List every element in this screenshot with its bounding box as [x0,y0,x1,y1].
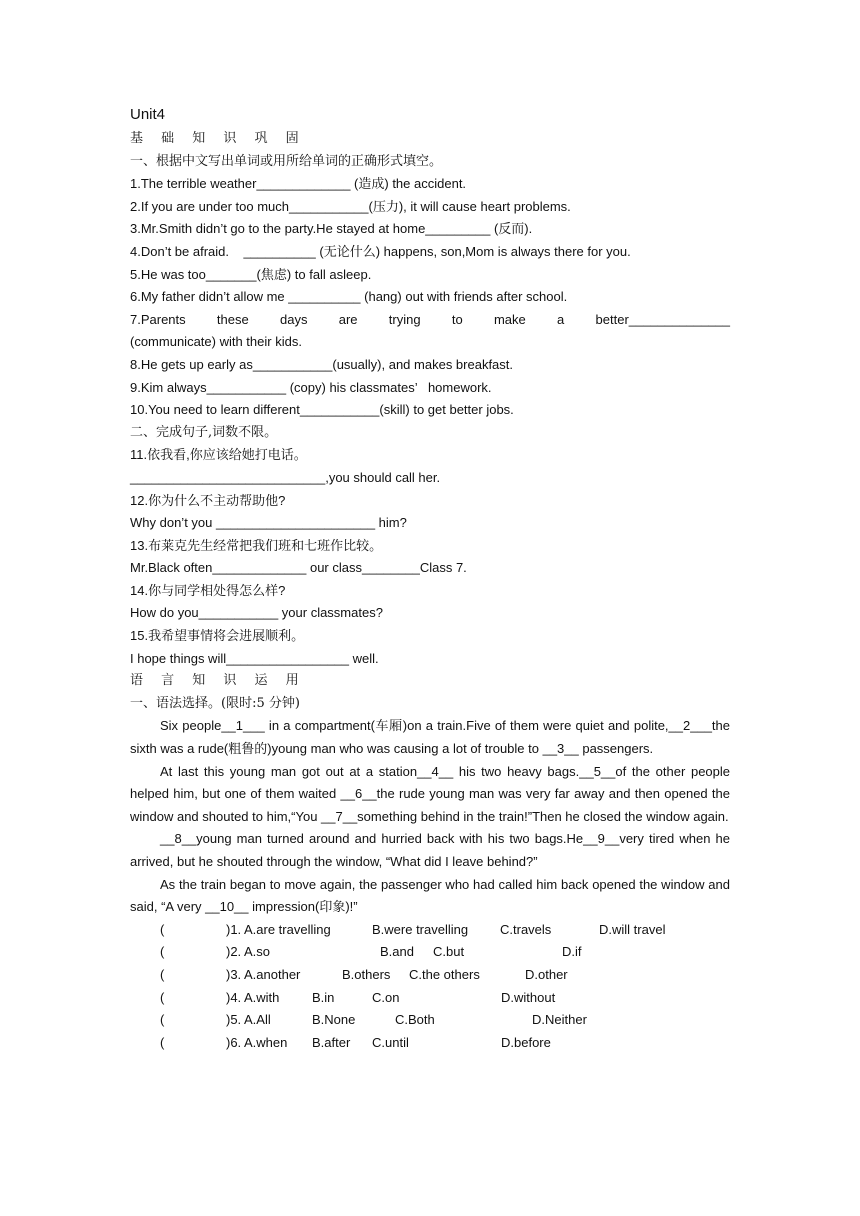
sentence-prompt: 14.你与同学相处得怎么样? [130,582,286,598]
option-c: C.on [372,989,400,1005]
exercise-item: 3.Mr.Smith didn’t go to the party.He stayed at home_________ (反而). [130,221,533,237]
sentence-answer: ___________________________,you should call her. [130,469,441,485]
answer-paren: ( [160,1034,165,1050]
answer-paren: ( [160,989,165,1005]
section-basic-knowledge: 基 础 知 识 巩 固 [130,131,306,146]
option-a: A.so [244,944,271,960]
part2-heading: 二、完成句子,词数不限。 [130,424,278,440]
question-number: )6. [226,1034,242,1050]
option-c: C.travels [500,921,552,937]
exercise-item: 1.The terrible weather_____________ (造成) the accident. [130,176,467,192]
exercise-item: 6.My father didn’t allow me __________ (hang) out with friends after school. [130,289,568,305]
choice-row [130,941,730,964]
exercise-item: 9.Kim always___________ (copy) his classmates’ homework. [130,379,492,395]
exercise-item: 2.If you are under too much___________(压力), it will cause heart problems. [130,198,571,214]
passage-paragraph: As the train began to move again, the passenger who had called him back opened the window and said, “A very __10__ impression(印象)!” [130,876,730,915]
choice-row [130,1032,730,1055]
option-d: D.Neither [532,1012,587,1028]
option-b: B.in [312,989,335,1005]
option-b: B.were travelling [372,921,469,937]
option-c: C.the others [409,966,480,982]
choice-row [130,964,730,987]
sentence-answer: I hope things will_________________ well. [130,650,379,666]
option-d: D.other [525,966,568,982]
answer-paren: ( [160,966,165,982]
option-a: A.another [244,966,301,982]
option-a: A.All [244,1012,271,1028]
option-d: D.without [501,989,556,1005]
option-b: B.and [380,944,414,960]
sentence-prompt: 12.你为什么不主动帮助他? [130,492,286,508]
passage-paragraph: __8__young man turned around and hurried back with his two bags.He__9__very tired when he arrived, but he shouted through the window, “What did I leave behind?” [130,831,730,869]
exercise-item: 8.He gets up early as___________(usually), and makes breakfast. [130,356,514,372]
exercise-item: 10.You need to learn different___________(skill) to get better jobs. [130,402,514,418]
option-b: B.after [312,1034,351,1050]
option-b: B.None [312,1012,356,1028]
answer-paren: ( [160,944,165,960]
answer-paren: ( [160,1012,165,1028]
question-number: )5. [226,1012,242,1028]
option-c: C.but [433,944,465,960]
exercise-item: 4.Don’t be afraid. __________ (无论什么) happens, son,Mom is always there for you. [130,243,631,259]
sentence-answer: How do you___________ your classmates? [130,605,383,621]
question-number: )4. [226,989,242,1005]
option-d: D.will travel [599,921,666,937]
sentence-answer: Mr.Black often_____________ our class________Class 7. [130,560,467,576]
exercise-item: 7.Parents these days are trying to make a better______________ [130,311,730,327]
choice-row [130,1009,730,1032]
section-language-use: 语 言 知 识 运 用 [130,673,306,689]
unit-title: Unit4 [130,106,166,123]
passage-paragraph: Six people__1___ in a compartment(车厢)on a train.Five of them were quiet and polite,__2___the sixth was a rude(粗鲁的)young man who was causing a lot of trouble to __3__ passengers. [130,718,730,757]
question-number: )1. [226,921,242,937]
sentence-prompt: 15.我希望事情将会进展顺利。 [130,628,305,644]
option-a: A.when [244,1034,288,1050]
option-a: A.are travelling [244,921,331,937]
exercise-item-continued: (communicate) with their kids. [130,334,302,350]
option-d: D.if [562,944,582,960]
choice-row [130,919,730,942]
sentence-answer: Why don’t you ______________________ him? [130,515,407,531]
question-number: )3. [226,966,242,982]
option-b: B.others [342,966,391,982]
worksheet-page [130,104,730,1054]
sentence-prompt: 11.依我看,你应该给她打电话。 [130,447,307,463]
option-d: D.before [501,1034,551,1050]
exercise-item: 5.He was too_______(焦虑) to fall asleep. [130,266,372,282]
choice-row [130,987,730,1010]
sentence-prompt: 13.布莱克先生经常把我们班和七班作比较。 [130,537,383,553]
option-a: A.with [244,989,280,1005]
option-c: C.Both [395,1012,435,1028]
option-c: C.until [372,1034,409,1050]
part1-heading: 一、根据中文写出单词或用所给单词的正确形式填空。 [130,153,443,169]
part3-heading: 一、语法选择。(限时:5 分钟) [130,695,300,711]
answer-paren: ( [160,921,165,937]
passage-paragraph: At last this young man got out at a station__4__ his two heavy bags.__5__of the other people helped him, but one of them waited __6__the rude young man was very far away and then opened the window and shouted to him,“You __7__something behind in the train!”Then he closed the window again. [130,763,730,824]
question-number: )2. [226,944,242,960]
